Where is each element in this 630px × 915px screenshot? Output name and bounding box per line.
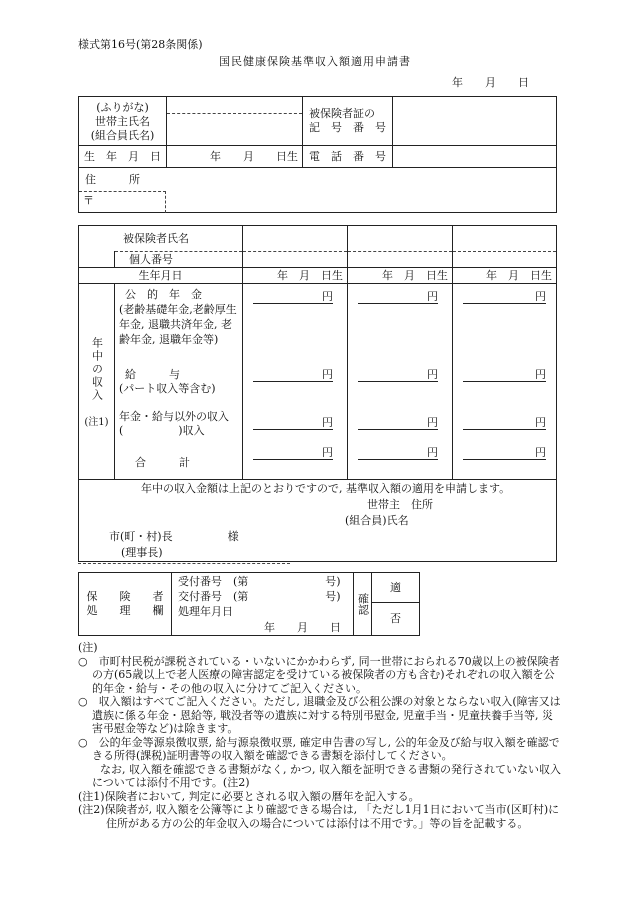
processing-date-label: 処理年月日 [178,605,233,618]
head-address-label: 世帯主 住所 [367,498,433,511]
pension-title: 公 的 年 金 [125,288,202,301]
processing-column-label: 処 理 欄 [86,604,164,617]
note-item: なお, 収入額を確認できる書類がなく, かつ, 収入額を証明できる書類の発行されていない収入については添付不用です。(注2) [78,762,561,789]
chairman-label: (理事長) [121,546,163,559]
yen-unit: 円 [535,290,546,303]
yen-unit: 円 [427,368,438,381]
office-table [78,572,420,636]
yen-unit: 円 [322,290,333,303]
insured-id-3[interactable] [453,252,557,268]
head-name-input[interactable] [167,97,303,146]
household-table [78,96,557,213]
insured-name-1[interactable] [243,226,348,252]
member-name-label-decl: (組合員)氏名 [345,514,409,527]
other-amount-3[interactable] [463,416,546,430]
insurance-card-number-input[interactable] [393,97,557,146]
note-ref: (注1) [84,416,109,428]
insurer-label: 保 険 者 [86,590,164,603]
pension-detail: (老齢基礎年金,老齢厚生年金, 退職共済年金, 老齢年金, 退職年金等) [119,303,237,346]
annual-income-label: 年中の収入 [90,337,104,402]
address-label: 住 所 [85,173,140,186]
other-amount-2[interactable] [358,416,438,430]
annual-income-label-cell [79,284,115,480]
insured-id-1[interactable] [243,252,348,268]
insured-birth-label: 生年月日 [79,268,243,284]
issue-number: 交付番号 (第 号) [178,590,341,603]
yen-unit: 円 [427,416,438,429]
insured-birth-2[interactable]: 年 月 日生 [348,268,453,284]
note-item: (注2)保険者が, 収入額を公簿等により確認できる場合は, 「ただし1月1日において当市(区町村)に住所がある方の公的年金収入の場合については添付は不用です。」等の旨を記載する。 [78,803,560,830]
notes-heading: (注) [78,641,98,654]
other-title: 年金・給与以外の収入 [119,410,229,423]
date-line: 年 月 日 [452,76,529,89]
address-cell[interactable] [79,168,557,213]
postal-code-box[interactable] [79,191,166,213]
name-input[interactable] [167,114,302,145]
insured-birth-3[interactable]: 年 月 日生 [453,268,557,284]
birthdate-input[interactable]: 年 月 日生 [167,146,303,168]
insured-id-2[interactable] [348,252,453,268]
head-name-label: 世帯主氏名 [95,115,150,128]
dashed-separator [78,563,290,564]
yen-unit: 円 [322,368,333,381]
receipt-number: 受付番号 (第 号) [178,575,341,588]
insured-name-2[interactable] [348,226,453,252]
office-numbers-cell [172,573,354,636]
pension-amount-2[interactable] [358,290,438,304]
salary-title: 給 与 [125,368,180,381]
applicable-option[interactable]: 適 [372,573,420,603]
pension-amount-1[interactable] [253,290,333,304]
note-item: ○ 市町村民税が課税されている・いないにかかわらず, 同一世帯におられる70歳以上の被保険者の方(65歳以上で老人医療の障害認定を受けている被保険者の方も含む)それぞれの収入額を公的年金・給与・その他の収入に分けてご記入ください。 [78,654,560,695]
income-table [78,225,557,562]
income-col-2[interactable] [348,284,453,480]
confirm-label-cell [354,573,372,636]
other-detail: ( )収入 [119,424,205,437]
notes-section [78,641,562,830]
phone-input[interactable] [393,146,557,168]
insurer-label-cell [79,573,172,636]
insurance-card-label-cell [303,97,393,146]
income-category-cell [115,284,243,480]
note-item: (注1)保険者において, 判定に必要とされる収入額の暦年を記入する。 [78,789,420,803]
insurance-card-label-1: 被保険者証の [309,107,375,120]
postal-mark: 〒 [83,194,94,207]
member-name-label: (組合員氏名) [90,129,155,142]
yen-unit: 円 [322,446,333,459]
insured-name-label: 被保険者氏名 [79,226,243,252]
total-amount-2[interactable] [358,446,438,460]
salary-amount-2[interactable] [358,368,438,382]
mayor-label: 市(町・村)長 様 [109,530,239,543]
income-col-1[interactable] [243,284,348,480]
salary-detail: (パート収入等含む) [119,382,216,395]
income-col-3[interactable] [453,284,557,480]
pension-amount-3[interactable] [463,290,546,304]
salary-amount-1[interactable] [253,368,333,382]
insured-birth-1[interactable]: 年 月 日生 [243,268,348,284]
head-name-label-cell [79,97,167,146]
declaration-cell [79,480,557,562]
phone-label: 電 話 番 号 [303,146,393,168]
total-amount-1[interactable] [253,446,333,460]
declaration-statement: 年中の収入金額は上記のとおりですので, 基準収入額の適用を申請します。 [141,482,511,495]
form-number: 様式第16号(第28条関係) [78,38,203,51]
salary-amount-3[interactable] [463,368,546,382]
form-title: 国民健康保険基準収入額適用申請書 [219,55,411,68]
other-amount-1[interactable] [253,416,333,430]
note-item: ○ 公的年金等源泉徴収票, 給与源泉徴収票, 確定申告書の写し, 公的年金及び給与収入額を確認できる所得(課税)証明書等の収入額を確認できる書類を添付してください。 [78,735,560,762]
furigana-input[interactable] [167,97,302,114]
yen-unit: 円 [535,446,546,459]
confirm-label: 確認 [356,593,370,615]
id-spacer [79,252,115,268]
yen-unit: 円 [427,446,438,459]
furigana-label: (ふりがな) [96,101,149,114]
total-amount-3[interactable] [463,446,546,460]
note-item: ○ 収入額はすべてご記入ください。ただし, 退職金及び公租公課の対象とならない収入(障害又は遺族に係る年金・恩給等, 戦没者等の遺族に対する特別弔慰金, 児童手当・児童扶養手当等, 災害弔慰金等など)は除きます。 [78,695,561,735]
processing-date-format: 年 月 日 [264,621,341,634]
total-label: 合 計 [135,456,190,469]
not-applicable-option[interactable]: 否 [372,603,420,636]
insured-name-3[interactable] [453,226,557,252]
yen-unit: 円 [535,416,546,429]
yen-unit: 円 [322,416,333,429]
yen-unit: 円 [427,290,438,303]
insurance-card-label-2: 記 号 番 号 [309,121,386,134]
yen-unit: 円 [535,368,546,381]
insured-id-label: 個人番号 [115,252,243,268]
birthdate-label: 生 年 月 日 [79,146,167,168]
